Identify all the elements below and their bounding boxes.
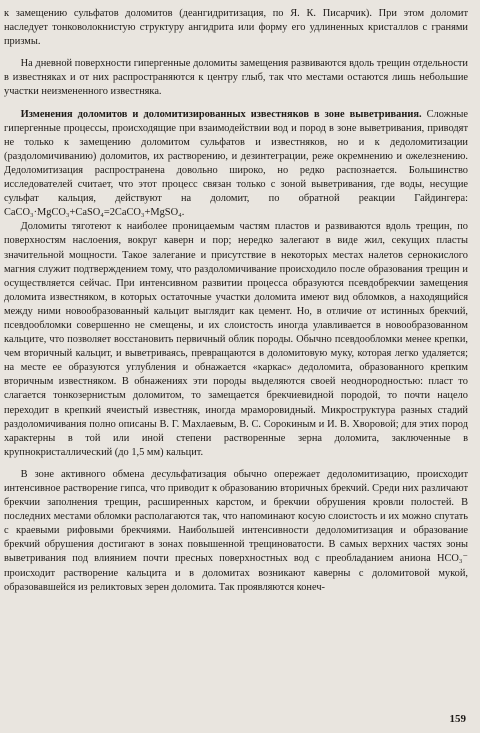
page-number: 159: [449, 713, 466, 725]
body-text: [4, 7, 468, 595]
paragraph-1: к замещению сульфатов доломитов (деангидритизация, по Я. К. Писарчик). При этом доломит наследует тонковолокнистую структуру ангидрита или форму его удлиненных кристаллов с гранями призмы.: [4, 8, 468, 48]
paragraph-2: На дневной поверхности гипергенные доломиты замещения развиваются вдоль трещин отдельности в известняках и от них распространяются к центру глыб, так что местами остаются лишь небольшие участки неизмененного известняка.: [4, 58, 468, 98]
reaction-formula: CaCO₃·MgCO₃+CaSO₄=2CaCO₃+MgSO₄.: [4, 207, 185, 219]
paragraph-4: Доломиты тяготеют к наиболее проницаемым частям пластов и развиваются вдоль трещин, по поверхностям наслоения, вокруг каверн и пор; нередко залегают в виде жил, секущих пласты значительной мощности. Такое залегание и присутствие в некоторых местах налетов сернокислого магния служит подтверждением тому, что раздоломичивание происходило после образования трещин и осуществляется сейчас. При интенсивном развитии процесса образуются псевдобрекчии замещения доломита известняком, в которых остаточные участки доломита имеют вид обломков, а находящийся между ними новообразованный кальцит выглядит как цемент. Но, в отличие от истинных брекчий, псевдообломки совершенно не смещены, и их слоистость иногда улавливается в новообразованном кальците, что позволяет восстановить первичный облик породы. Обычно псевдообломки менее крепки, чем вторичный кальцит, и выветриваясь, превращаются в доломитовую муку, которая легко удаляется; на месте ее образуются углубления и обнажается «каркас» дедоломита, образованного крепким вторичным известняком. В обнажениях эти породы выделяются своей неоднородностью: пласт то слагается тонкозернистым доломитом, то замещается брекчиевидной породой, то почти нацело переходит в крепкий ячеистый известняк, иногда мраморовидный. Микроструктура разных стадий раздоломичивания полно описаны В. Г. Махлаевым, В. С. Сорокиным и И. В. Хворовой; для этих пород характерны в той или иной степени растворенные зерна доломита, заключенные в крупнокристаллический (до 1,5 мм) кальцит.: [4, 221, 468, 458]
paragraph-3-text: Сложные гипергенные процессы, происходящие при взаимодействии вод и пород в зоне выветривания, приводят не только к замещению доломитом сульфатов и известняков, но и к дедоломитизации (раздоломичиванию) доломитов, их растворению, и дезинтеграции, реже окремнению и ожелезнению. Дедоломитизация распространена довольно широко, но редко распознается. Большинство исследователей считает, что этот процесс связан только с зоной выветривания, где воды, несущие сульфат кальция, действуют на доломит, по обратной реакции Гайдингера:: [4, 108, 468, 205]
paragraph-5: В зоне активного обмена десульфатизация обычно опережает дедоломитизацию, происходит интенсивное растворение гипса, что приводит к образованию вторичных брекчий. Среди них различают брекчии заполнения трещин, расширенных карстом, и брекчии обрушения кровли полостей. В последних местами обломки располагаются так, что напоминают косую слоистость и их можно спутать с краевыми рифовыми брекчиями. Наибольшей интенсивности дедоломитизация и образование брекчий обрушения достигают в зонах повышенной трещиноватости. В самых верхних частях зоны выветривания под влиянием почти пресных поверхностных вод с преобладанием аниона HCO₃⁻ происходит растворение кальцита и в доломитах возникают каверны с доломитовой мукой, образовавшейся из реликтовых зерен доломита. Так проявляются конеч-: [4, 468, 468, 593]
section-heading: Изменения доломитов и доломитизированных известняков в зоне выветривания.: [20, 108, 422, 120]
paragraph-3: [4, 108, 468, 221]
